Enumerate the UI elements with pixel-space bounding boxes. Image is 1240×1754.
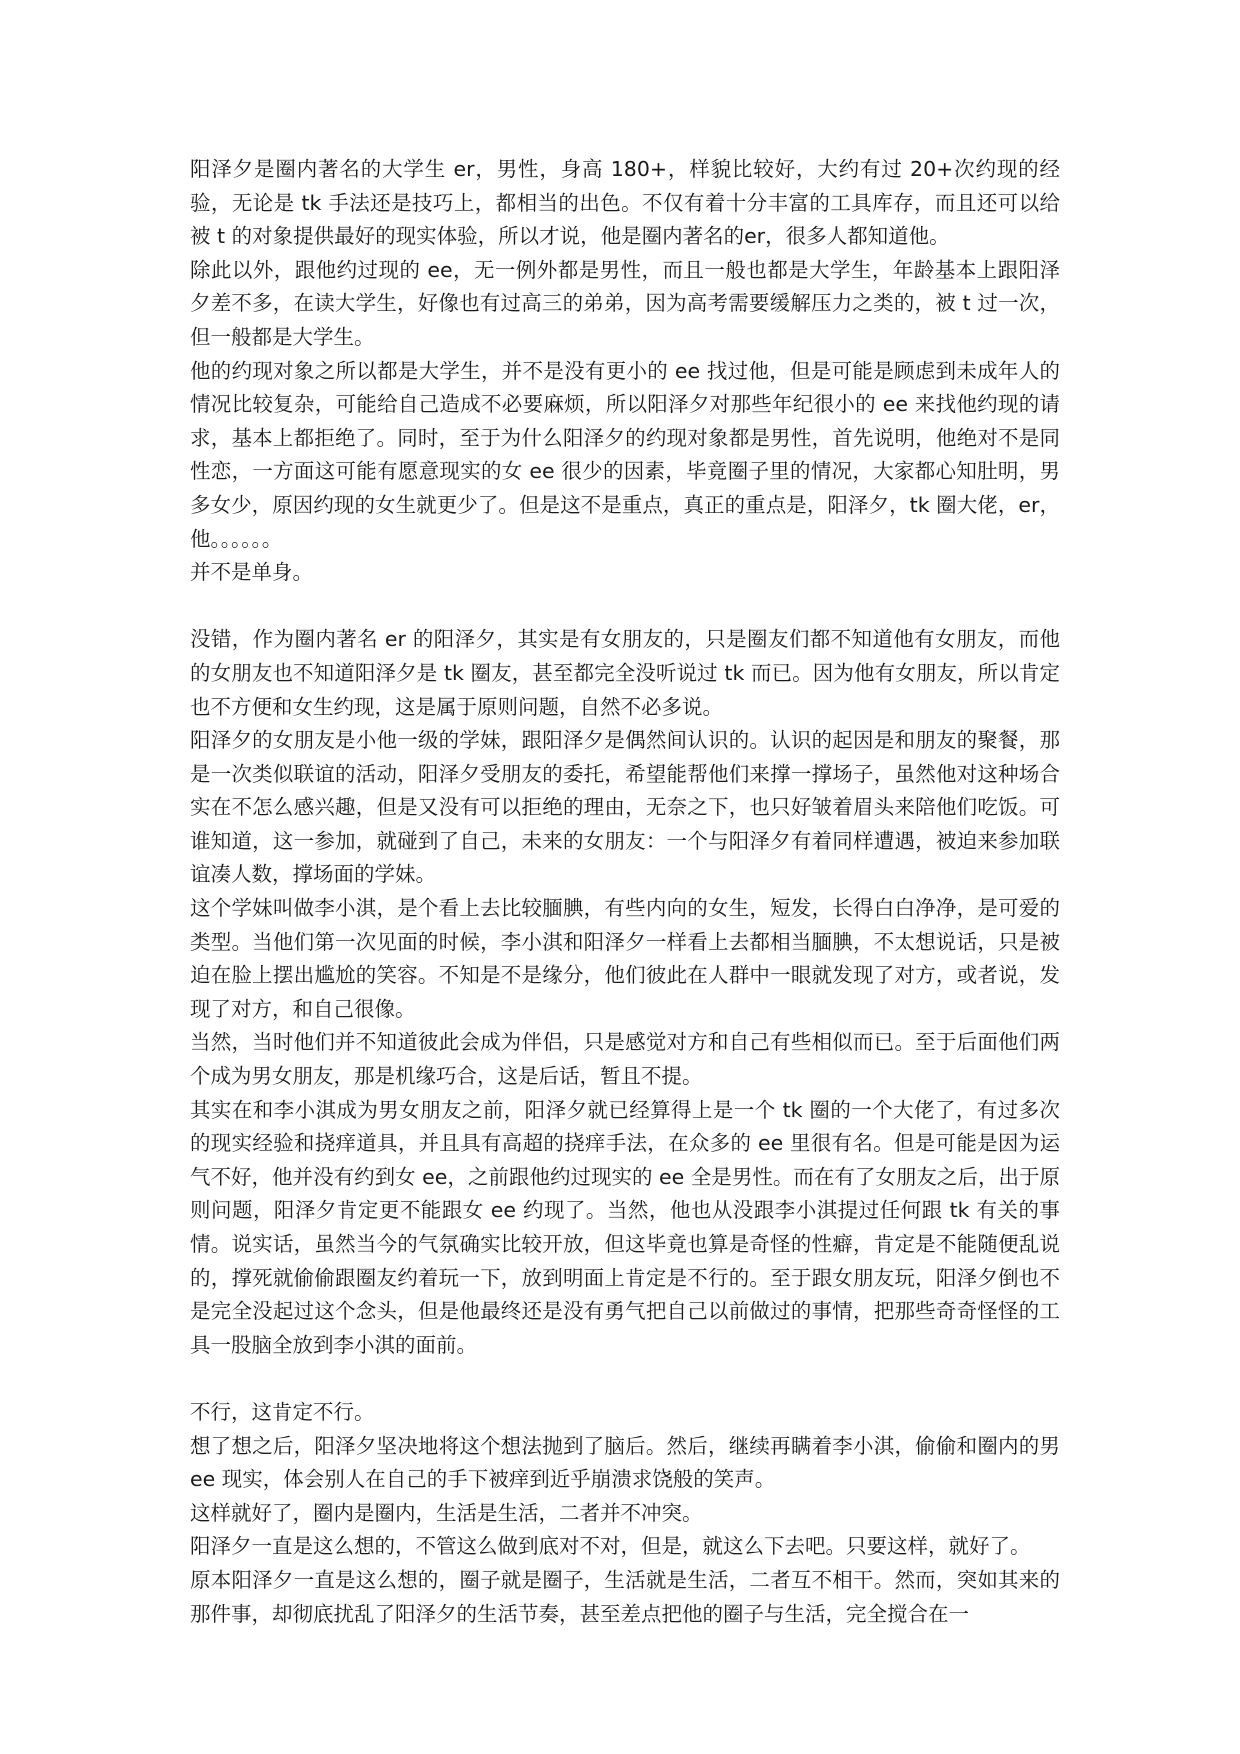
paragraph-11: 想了想之后，阳泽夕坚决地将这个想法抛到了脑后。然后，继续再瞒着李小淇，偷偷和圈内的男 ee 现实，体会别人在自己的手下被痒到近乎崩溃求饶般的笑声。 xyxy=(190,1433,1060,1492)
blank-line xyxy=(190,590,1060,624)
paragraph-5: 没错，作为圈内著名 er 的阳泽夕，其实是有女朋友的，只是圈友们都不知道他有女朋友，而他的女朋友也不知道阳泽夕是 tk 圈友，甚至都完全没听说过 tk 而已。因为他有女朋友，所以肯定也不方便和女生约现，这是属于原则问题，自然不必多说。 xyxy=(190,627,1060,719)
paragraph-2: 除此以外，跟他约过现的 ee，无一例外都是男性，而且一般也都是大学生，年龄基本上跟阳泽夕差不多，在读大学生，好像也有过高三的弟弟，因为高考需要缓解压力之类的，被 t 过一次，但一般都是大学生。 xyxy=(190,257,1060,349)
paragraph-1: 阳泽夕是圈内著名的大学生 er，男性，身高 180+，样貌比较好，大约有过 20+次约现的经验，无论是 tk 手法还是技巧上，都相当的出色。不仅有着十分丰富的工具库存，而且还可以给被 t 的对象提供最好的现实体验，所以才说，他是圈内著名的er，很多人都知道他。 xyxy=(190,157,1060,249)
paragraph-8: 当然，当时他们并不知道彼此会成为伴侣，只是感觉对方和自己有些相似而已。至于后面他们两个成为男女朋友，那是机缘巧合，这是后话，暂且不提。 xyxy=(190,1030,1060,1089)
paragraph-10: 不行，这肯定不行。 xyxy=(190,1399,375,1424)
paragraph-3: 他的约现对象之所以都是大学生，并不是没有更小的 ee 找过他，但是可能是顾虑到未成年人的情况比较复杂，可能给自己造成不必要麻烦，所以阳泽夕对那些年纪很小的 ee 来找他约现的请求，基本上都拒绝了。同时，至于为什么阳泽夕的约现对象都是男性，首先说明，他绝对不是同性恋，一方面这可能有愿意现实的女 ee 很少的因素，毕竟圈子里的情况，大家都心知肚明，男多女少，原因约现的女生就更少了。但是这不是重点，真正的重点是，阳泽夕，tk 圈大佬，er，他。。。。。。 xyxy=(190,358,1060,551)
paragraph-7: 这个学妹叫做李小淇，是个看上去比较腼腆，有些内向的女生，短发，长得白白净净，是可爱的类型。当他们第一次见面的时候，李小淇和阳泽夕一样看上去都相当腼腆，不太想说话，只是被迫在脸上摆出尴尬的笑容。不知是不是缘分，他们彼此在人群中一眼就发现了对方，或者说，发现了对方，和自己很像。 xyxy=(190,896,1060,1021)
paragraph-6: 阳泽夕的女朋友是小他一级的学妹，跟阳泽夕是偶然间认识的。认识的起因是和朋友的聚餐，那是一次类似联谊的活动，阳泽夕受朋友的委托，希望能帮他们来撑一撑场子，虽然他对这种场合实在不怎么感兴趣，但是又没有可以拒绝的理由，无奈之下，也只好皱着眉头来陪他们吃饭。可谁知道，这一参加，就碰到了自己，未来的女朋友：一个与阳泽夕有着同样遭遇，被迫来参加联谊凑人数，撑场面的学妹。 xyxy=(190,728,1060,887)
paragraph-12: 这样就好了，圈内是圈内，生活是生活，二者并不冲突。 xyxy=(190,1500,703,1525)
paragraph-13: 阳泽夕一直是这么想的，不管这么做到底对不对，但是，就这么下去吧。只要这样，就好了。 xyxy=(190,1534,1031,1559)
paragraph-4: 并不是单身。 xyxy=(190,560,313,585)
paragraph-9: 其实在和李小淇成为男女朋友之前，阳泽夕就已经算得上是一个 tk 圈的一个大佬了，有过多次的现实经验和挠痒道具，并且具有高超的挠痒手法，在众多的 ee 里很有名。但是可能是因为运气不好，他并没有约到女 ee，之前跟他约过现实的 ee 全是男性。而在有了女朋友之后，出于原则问题，阳泽夕肯定更不能跟女 ee 约现了。当然，他也从没跟李小淇提过任何跟 tk 有关的事情。说实话，虽然当今的气氛确实比较开放，但这毕竟也算是奇怪的性癖，肯定是不能随便乱说的，撑死就偷偷跟圈友约着玩一下，放到明面上肯定是不行的。至于跟女朋友玩，阳泽夕倒也不是完全没起过这个念头，但是他最终还是没有勇气把自己以前做过的事情，把那些奇奇怪怪的工具一股脑全放到李小淇的面前。 xyxy=(190,1097,1060,1357)
paragraph-14: 原本阳泽夕一直是这么想的，圈子就是圈子，生活就是生活，二者互不相干。然而，突如其来的那件事，却彻底扰乱了阳泽夕的生活节奏，甚至差点把他的圈子与生活，完全搅合在一 xyxy=(190,1567,1060,1626)
blank-line xyxy=(190,1362,1060,1396)
document-body xyxy=(190,153,1060,1631)
